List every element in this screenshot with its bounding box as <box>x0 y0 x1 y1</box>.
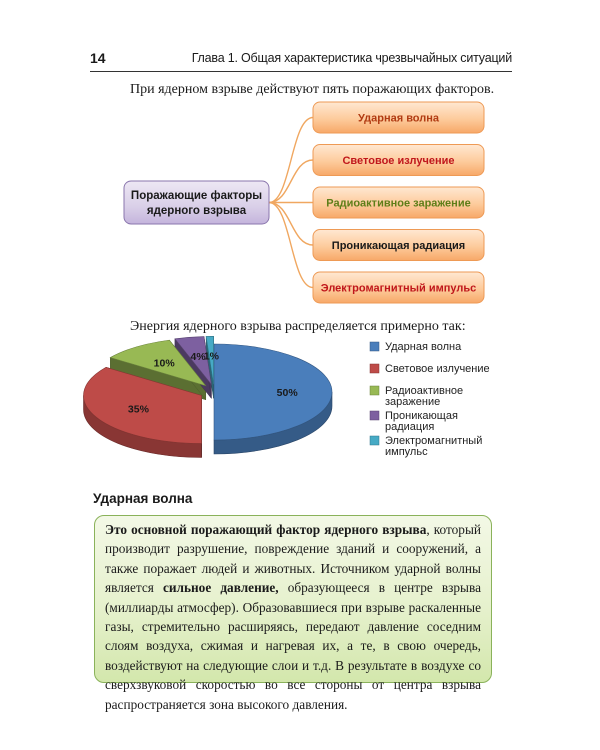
legend-swatch <box>370 386 379 395</box>
page-number: 14 <box>90 50 106 66</box>
legend-swatch <box>370 436 379 445</box>
chapter-title: Глава 1. Общая характеристика чрезвычайных ситуаций <box>191 51 512 65</box>
factor-label: Радиоактивное заражение <box>326 197 471 210</box>
pie-data-label: 1% <box>203 350 219 363</box>
pie-data-label: 4% <box>190 351 206 364</box>
pie-data-label: 35% <box>127 403 149 416</box>
factor-label: Световое излучение <box>342 155 455 167</box>
legend-label: Радиоактивное <box>385 385 464 397</box>
legend-swatch <box>370 364 379 373</box>
callout-bold-2: сильное давление, <box>162 580 279 596</box>
factor-label: Электромагнитный импульс <box>320 282 477 295</box>
callout-bold-1: Это основной поражающий фактор ядерного взрыва <box>105 522 427 537</box>
callout-text-1: , который производит разрушение, повреждение зданий и сооружений, а также поражает людей и животных. Источником ударной волны является <box>105 522 481 596</box>
pie-data-label: 50% <box>276 387 298 399</box>
connector-line <box>269 118 313 203</box>
legend-label: радиация <box>385 421 435 433</box>
intro-text: При ядерном взрыве действуют пять поражающих факторов. <box>130 82 495 97</box>
energy-pie-chart <box>0 330 600 475</box>
connector-line <box>269 203 313 288</box>
root-box-line1: Поражающие факторы <box>130 190 263 202</box>
shockwave-callout <box>94 515 492 712</box>
legend-label: Ударная волна <box>385 341 462 353</box>
legend-label: импульс <box>385 446 428 458</box>
energy-text: Энергия ядерного взрыва распределяется примерно так: <box>130 319 466 334</box>
legend-label: Проникающая <box>385 410 458 422</box>
factor-label: Проникающая радиация <box>331 240 466 252</box>
pie-data-label: 10% <box>153 357 175 370</box>
legend-swatch <box>370 342 379 351</box>
connector-line <box>269 160 313 203</box>
factor-label: Ударная волна <box>357 112 440 125</box>
legend-label: Световое излучение <box>385 363 490 375</box>
connector-line <box>269 203 313 246</box>
factors-diagram <box>0 0 600 320</box>
root-box <box>124 181 269 224</box>
root-box-line2: ядерного взрыва <box>146 205 247 217</box>
legend-swatch <box>370 411 379 420</box>
legend-label: Электромагнитный <box>385 435 483 447</box>
legend-label: заражение <box>385 396 441 408</box>
connector-lines <box>269 118 313 288</box>
section-title: Ударная волна <box>93 491 193 506</box>
callout-text-2: образующееся в центре взрыва (миллиарды атмосфер). Образовавшиеся при взрыве раскаленные газы, стремительно расширяясь, передают давление соседним слоям воздуха, сжимая и нагревая их, а те, в свою очередь, воздействуют на следующие слои и т.д. В результате в воздухе со сверхзвуковой скоростью во все стороны от центра взрыва распространяется зона высокого давления. <box>105 580 481 712</box>
